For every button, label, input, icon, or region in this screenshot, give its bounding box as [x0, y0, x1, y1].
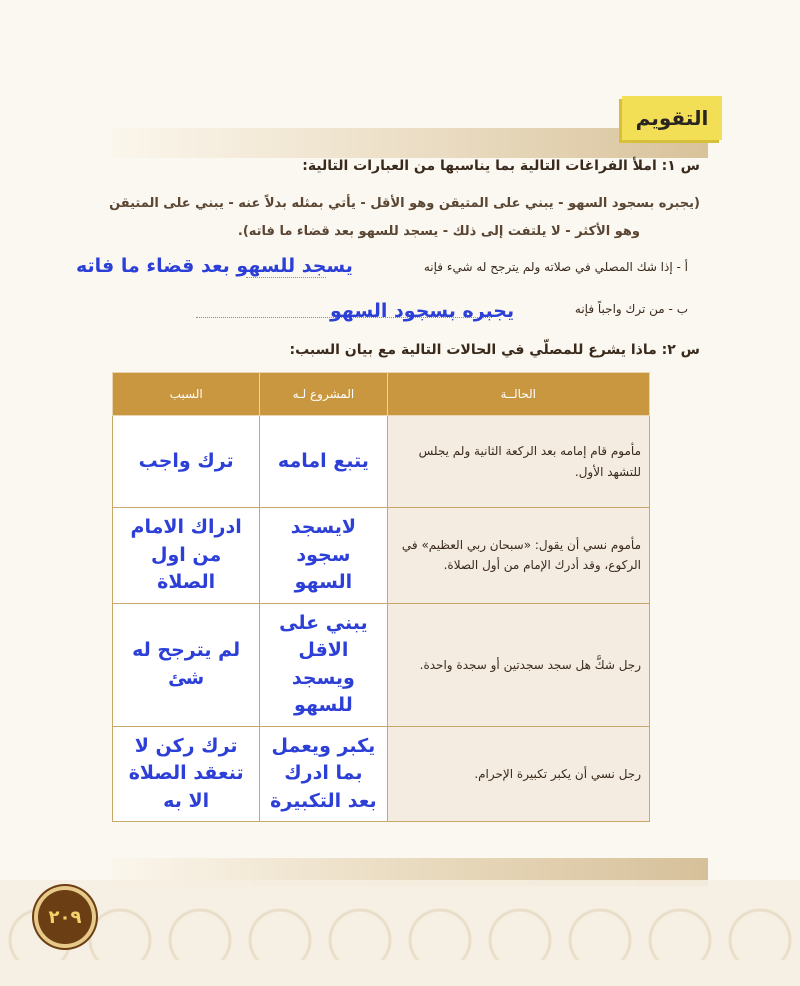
case-cell: رجل نسي أن يكبر تكبيرة الإحرام. — [387, 726, 649, 822]
choices-line-2: وهو الأكثر - لا يلتفت إلى ذلك - يسجد للسهو بعد قضاء ما فاته). — [237, 224, 640, 239]
table-row — [113, 603, 650, 726]
table-row — [113, 416, 650, 508]
header-band — [112, 128, 708, 158]
header-case: الحالــة — [387, 373, 649, 416]
header-reason: السبب — [113, 373, 260, 416]
prescribed-cell: يكبر ويعمل بما ادرك بعد التكبيرة — [260, 726, 387, 822]
item-b-text: ب - من ترك واجباً فإنه — [574, 302, 688, 316]
section-heading-label: التقويم — [635, 106, 709, 130]
header-prescribed: المشروع لـه — [260, 373, 387, 416]
table-row — [113, 726, 650, 822]
item-b-answer: يجبره بسجود السهو — [330, 300, 515, 322]
item-a-answer: يسجد للسهو بعد قضاء ما فاته — [76, 255, 353, 277]
page-number-badge — [38, 890, 92, 944]
case-cell: مأموم قام إمامه بعد الركعة الثانية ولم يجلس للتشهد الأول. — [387, 416, 649, 508]
prescribed-cell: لايسجد سجود السهو — [260, 508, 387, 604]
decorative-ornament — [0, 880, 800, 986]
reason-cell: لم يترجح له شئ — [113, 603, 260, 726]
prescribed-cell: يبني على الاقل ويسجد للسهو — [260, 603, 387, 726]
reason-cell: ترك واجب — [113, 416, 260, 508]
choices-line-1: (يجبره بسجود السهو - يبني على المتيقن وهو الأقل - يأتي بمثله بدلاً عنه - يبني على المتيقن — [109, 196, 700, 211]
question-2-prompt: س ٢: ماذا يشرع للمصلّي في الحالات التالية مع بيان السبب: — [289, 342, 700, 358]
page-number: ٢٠٩ — [48, 906, 82, 928]
table-row — [113, 508, 650, 604]
reason-cell: ترك ركن لا تنعقد الصلاة الا به — [113, 726, 260, 822]
table-header-row — [113, 373, 650, 416]
prescribed-cell: يتبع امامه — [260, 416, 387, 508]
reason-cell: ادراك الامام من اول الصلاة — [113, 508, 260, 604]
cases-table — [112, 372, 650, 822]
item-a-text: أ - إذا شك المصلي في صلاته ولم يترجح له شيء فإنه — [423, 260, 688, 274]
case-cell: مأموم نسي أن يقول: «سبحان ربي العظيم» في الركوع، وقد أدرك الإمام من أول الصلاة. — [387, 508, 649, 604]
case-cell: رجل شكَّ هل سجد سجدتين أو سجدة واحدة. — [387, 603, 649, 726]
question-1-prompt: س ١: املأ الفراغات التالية بما يناسبها من العبارات التالية: — [302, 158, 700, 174]
section-heading — [622, 96, 722, 140]
